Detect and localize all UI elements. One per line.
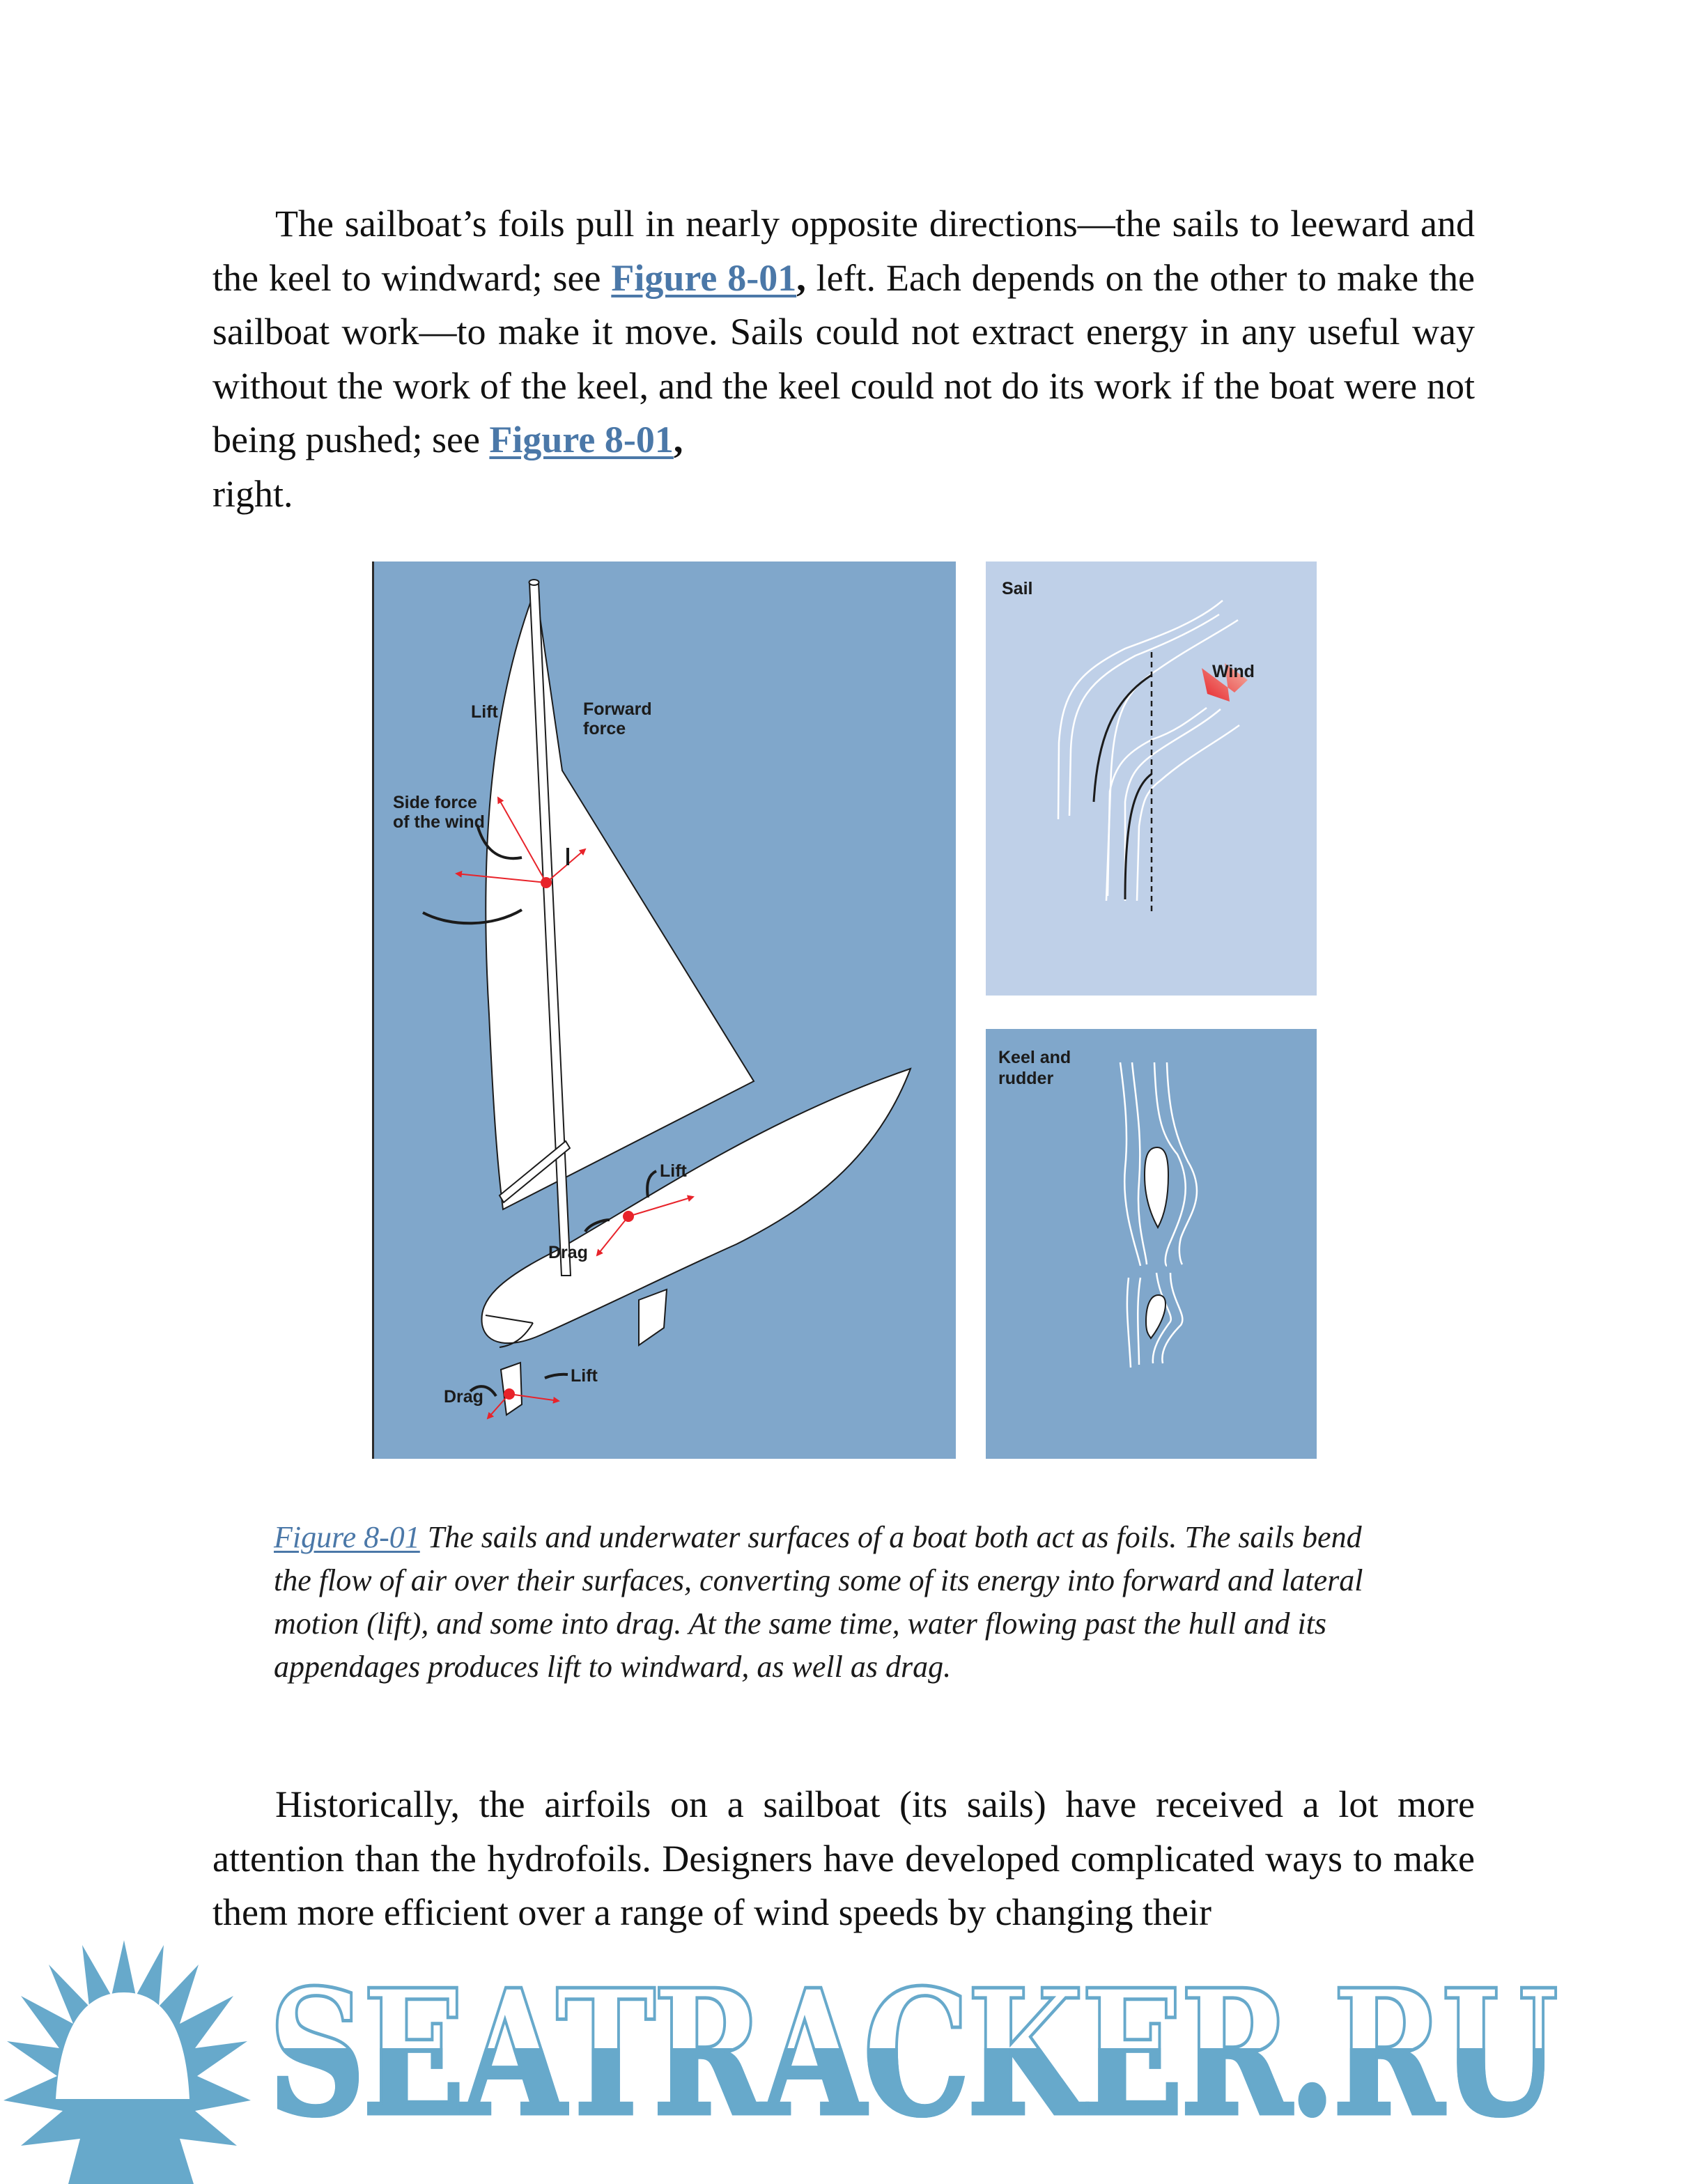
caption-figure-link[interactable]: Figure 8-01 <box>274 1520 420 1554</box>
label-drag-keel: Drag <box>548 1243 588 1262</box>
sail-airflow-diagram <box>986 562 1317 996</box>
figure-keel-rudder-flow <box>986 1029 1317 1459</box>
sailboat-diagram <box>374 562 956 1459</box>
keel <box>639 1290 667 1345</box>
airflow-streamlines <box>1058 601 1239 901</box>
label-side-force: Side force of the wind <box>393 793 485 832</box>
figure-link[interactable]: Figure 8-01 <box>489 419 674 460</box>
keel-flow-diagram <box>986 1029 1317 1459</box>
figure-link[interactable]: Figure 8-01 <box>611 256 797 299</box>
paragraph-text: Historically, the airfoils on a sailboat (its sails) have received a lot more attention than the hydrofoils. Designers have developed complicated ways to make them more efficient over a range of wind speeds by changing their <box>212 1783 1475 1933</box>
figure-caption <box>274 1516 1381 1689</box>
paragraph-text: The sailboat’s foils pull in nearly opposite directions—the sails to leeward and the keel to windward; see <box>212 203 1475 299</box>
body-paragraph-1 <box>212 197 1475 521</box>
punctuation: , <box>673 419 683 460</box>
keel-foil <box>1145 1147 1168 1227</box>
paragraph-text: left. Each depends on the other to make the sailboat work—to make it move. Sails could not extract energy in any useful way without the work of the keel, and the keel could not do its work if the boat were not being pushed; see <box>212 256 1475 460</box>
body-paragraph-2 <box>212 1778 1475 1940</box>
figure-sail-airflow <box>986 562 1317 996</box>
label-lift-rudder: Lift <box>571 1366 598 1386</box>
paragraph-text: right. <box>212 472 293 515</box>
label-drag-rudder: Drag <box>444 1387 483 1407</box>
panel-title-keel-rudder: Keel and rudder <box>998 1048 1071 1088</box>
sun-icon <box>3 1940 251 2184</box>
punctuation: , <box>796 256 806 299</box>
label-forward-force: Forward force <box>583 699 652 738</box>
rudder <box>501 1363 522 1415</box>
panel-title-sail: Sail <box>1002 579 1033 598</box>
figure-sailboat-forces <box>372 562 956 1459</box>
label-lift-keel: Lift <box>660 1161 687 1181</box>
label-wind: Wind <box>1212 662 1255 681</box>
caption-text: The sails and underwater surfaces of a boat both act as foils. The sails bend the flow of air over their surfaces, converting some of its energy into forward and lateral motion (lift), and some into drag. At the same time, water flowing past the hull and its appendages produces lift to windward, as well as drag. <box>274 1520 1363 1684</box>
watermark-text: SEATRACKER.RU <box>268 1952 1556 2155</box>
mainsail <box>486 588 754 1209</box>
label-lift-sail: Lift <box>471 702 498 722</box>
